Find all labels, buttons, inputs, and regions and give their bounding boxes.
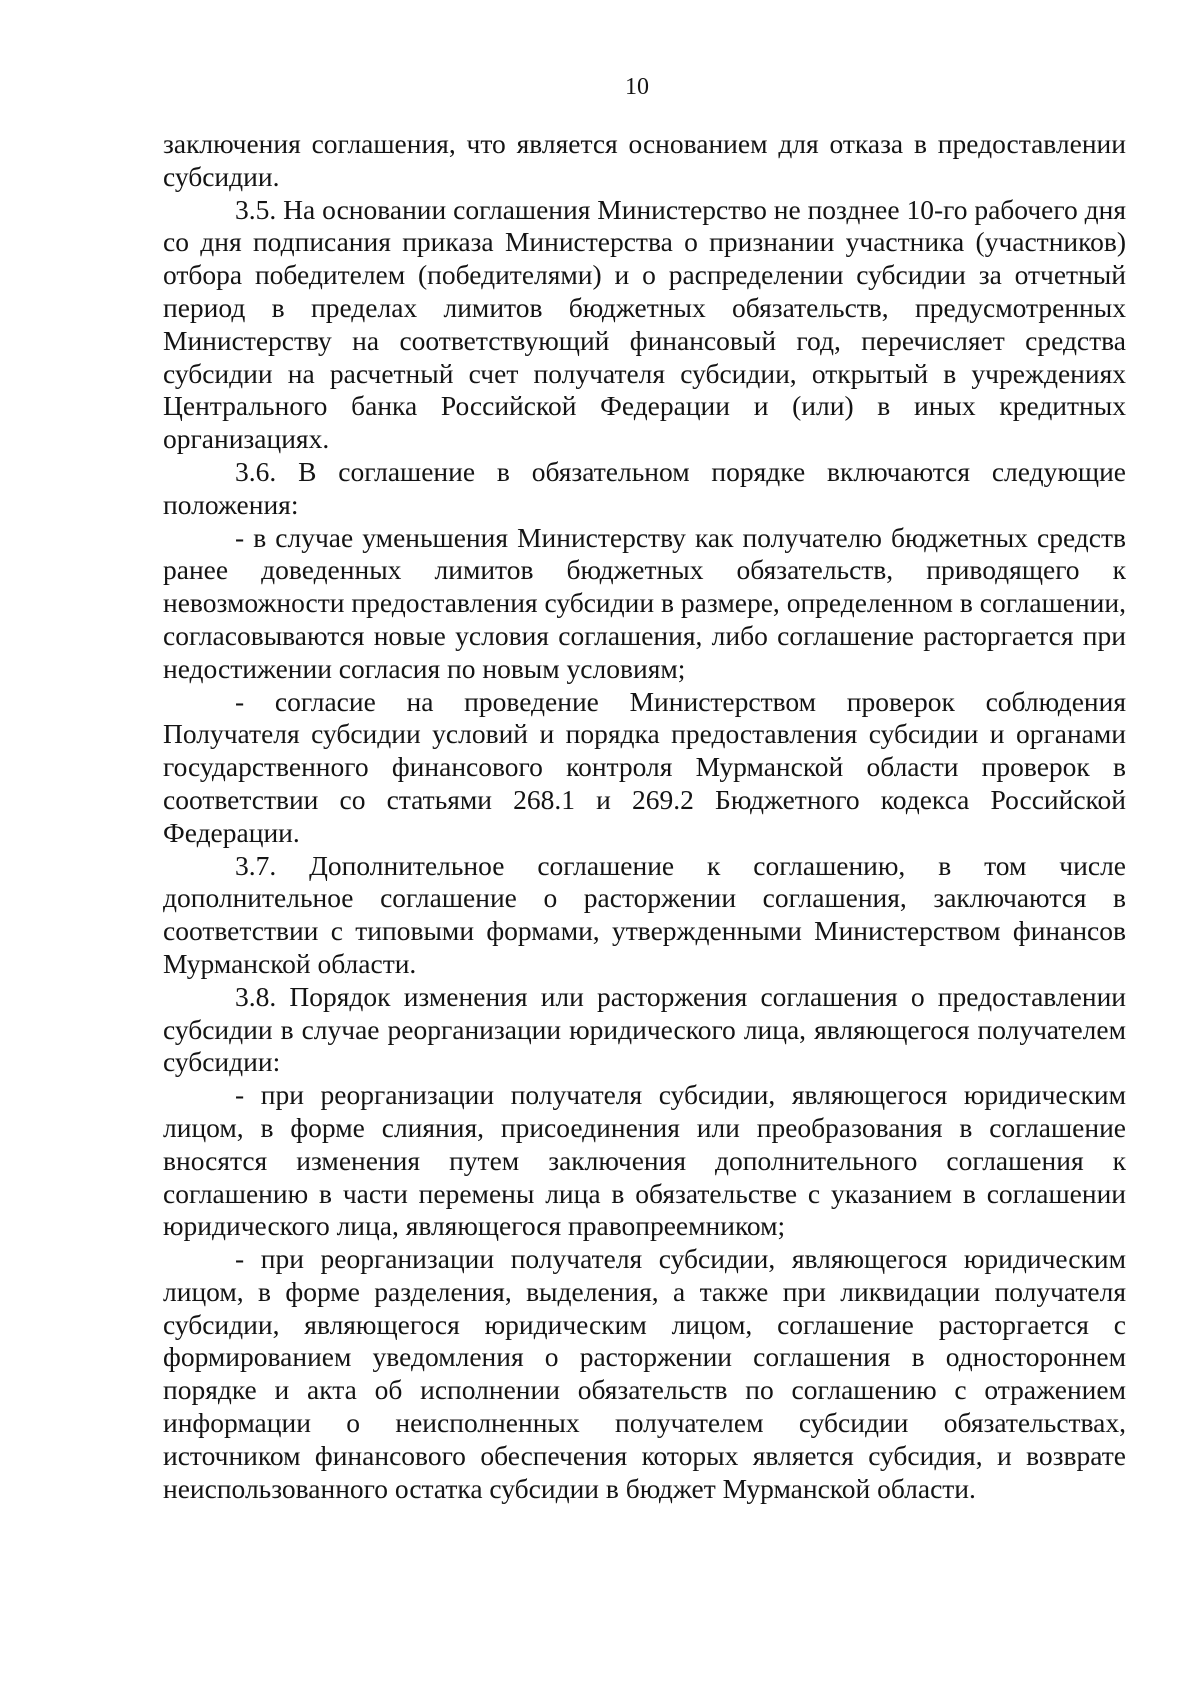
- paragraph-3-6-item-1: - в случае уменьшения Министерству как получателю бюджетных средств ранее доведенных лимитов бюджетных обязательств, приводящего к невозможности предоставления субсидии в размере, определенном в соглашении, согласовываются новые условия соглашения, либо соглашение расторгается при недостижении согласия по новым условиям;: [163, 521, 1126, 684]
- paragraph-3-8-item-1: - при реорганизации получателя субсидии, являющегося юридическим лицом, в форме слияния, присоединения или преобразования в соглашение вносятся изменения путем заключения дополнительного соглашения к соглашению в части перемены лица в обязательстве с указанием в соглашении юридического лица, являющегося правопреемником;: [163, 1079, 1126, 1242]
- page-number: 10: [625, 74, 649, 100]
- paragraph-3-7: 3.7. Дополнительное соглашение к соглашению, в том числе дополнительное соглашение о расторжении соглашения, заключаются в соответствии с типовыми формами, утвержденными Министерством финансов Мурманской области.: [163, 849, 1126, 979]
- paragraph-continuation: заключения соглашения, что является основанием для отказа в предоставлении субсидии.: [163, 128, 1126, 192]
- paragraph-3-6: 3.6. В соглашение в обязательном порядке включаются следующие положения:: [163, 455, 1126, 520]
- paragraph-3-8: 3.8. Порядок изменения или расторжения соглашения о предоставлении субсидии в случае реорганизации юридического лица, являющегося получателем субсидии:: [163, 980, 1126, 1078]
- paragraph-3-6-item-2: - согласие на проведение Министерством проверок соблюдения Получателя субсидии условий и порядка предоставления субсидии и органами государственного финансового контроля Мурманской области проверок в соответствии со статьями 268.1 и 269.2 Бюджетного кодекса Российской Федерации.: [163, 685, 1126, 848]
- document-body: [163, 128, 1126, 1505]
- paragraph-3-8-item-2: - при реорганизации получателя субсидии, являющегося юридическим лицом, в форме разделения, выделения, а также при ликвидации получателя субсидии, являющегося юридическим лицом, соглашение расторгается с формированием уведомления о расторжении соглашения в одностороннем порядке и акта об исполнении обязательств по соглашению с отражением информации о неисполненных получателем субсидии обязательствах, источником финансового обеспечения которых является субсидия, и возврате неиспользованного остатка субсидии в бюджет Мурманской области.: [163, 1243, 1126, 1504]
- paragraph-3-5: 3.5. На основании соглашения Министерство не позднее 10-го рабочего дня со дня подписания приказа Министерства о признании участника (участников) отбора победителем (победителями) и о распределении субсидии за отчетный период в пределах лимитов бюджетных обязательств, предусмотренных Министерству на соответствующий финансовый год, перечисляет средства субсидии на расчетный счет получателя субсидии, открытый в учреждениях Центрального банка Российской Федерации и (или) в иных кредитных организациях.: [163, 193, 1126, 455]
